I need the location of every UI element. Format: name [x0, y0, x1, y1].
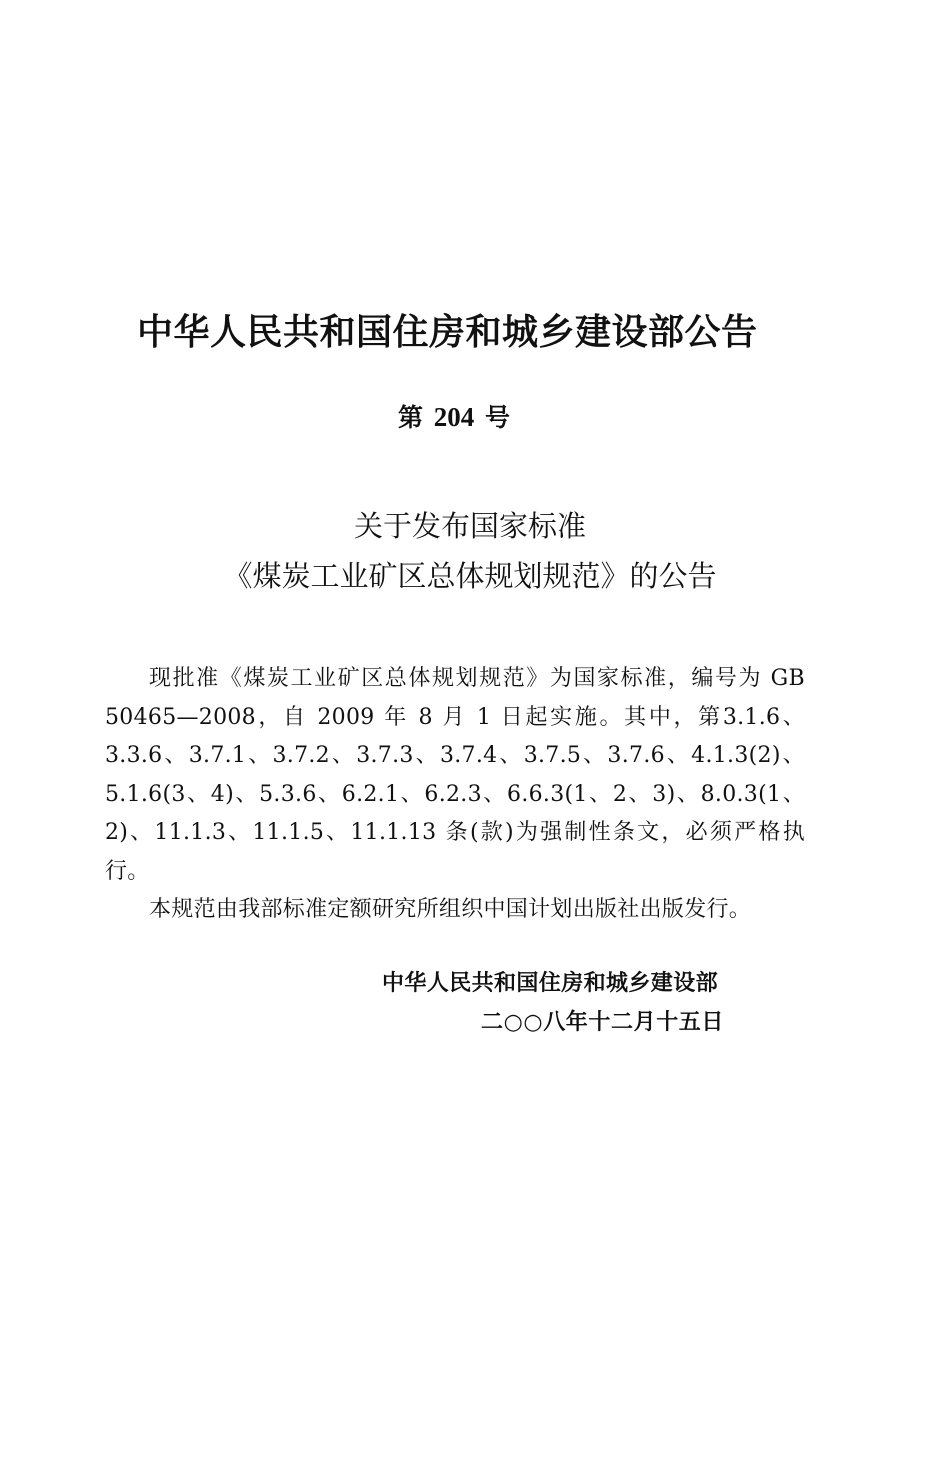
- body-paragraph-approval: 现批准《煤炭工业矿区总体规划规范》为国家标准，编号为 GB 50465—2008，自 2009 年 8 月 1 日起实施。其中，第3.1.6、3.3.6、3.7.1、3.7.2、3.7.3、3.7.4、3.7.5、3.7.6、4.1.3(2)、5.1.6(3、4)、5.3.6、6.2.1、6.2.3、6.6.3(1、2、3)、8.0.3(1、2)、11.1.3、11.1.5、11.1.13 条(款)为强制性条文，必须严格执行。: [105, 666, 805, 884]
- page-title: 中华人民共和国住房和城乡建设部公告: [137, 312, 758, 353]
- announcement-title: [160, 501, 780, 601]
- announcement-title-line-2: 《煤炭工业矿区总体规划规范》的公告: [223, 559, 717, 593]
- issue-number-value: 204: [433, 402, 475, 432]
- issuer-signature: 中华人民共和国住房和城乡建设部: [382, 971, 719, 996]
- issue-prefix: 第: [398, 403, 424, 432]
- body-paragraph-publication: 本规范由我部标准定额研究所组织中国计划出版社出版发行。: [149, 897, 752, 922]
- issue-date: 二○○八年十二月十五日: [481, 1010, 724, 1035]
- issue-suffix: 号: [484, 403, 510, 432]
- announcement-body: [105, 660, 805, 930]
- issue-number: [398, 398, 528, 434]
- announcement-title-line-1: 关于发布国家标准: [353, 509, 586, 543]
